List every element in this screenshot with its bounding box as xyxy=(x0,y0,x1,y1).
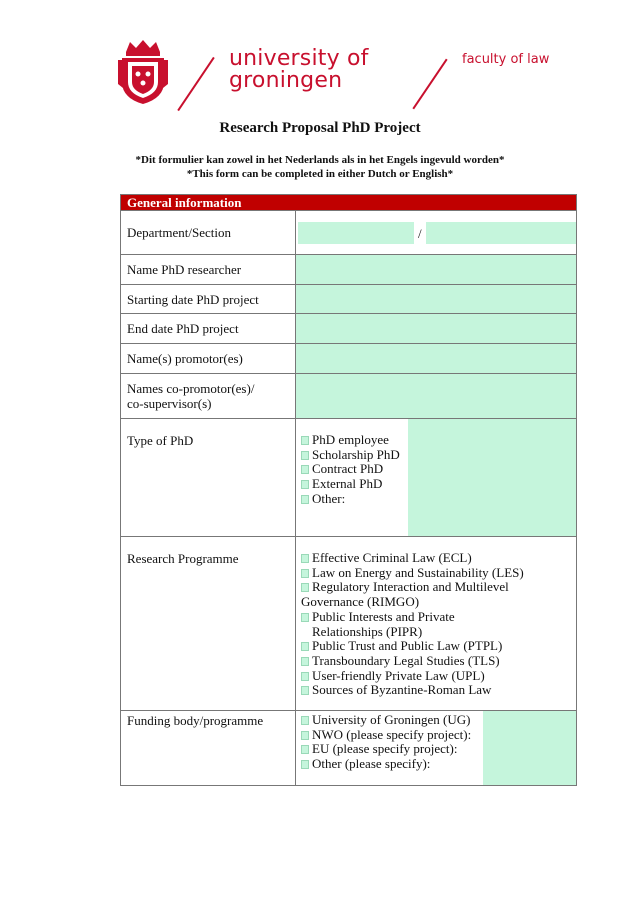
faculty-name: faculty of law xyxy=(462,52,550,67)
type-option[interactable]: Scholarship PhD xyxy=(301,448,400,463)
programme-option[interactable]: Public Trust and Public Law (PTPL) xyxy=(301,639,524,654)
checkbox[interactable] xyxy=(301,569,309,578)
checkbox[interactable] xyxy=(301,657,309,666)
checkbox[interactable] xyxy=(301,495,309,504)
type-label: Type of PhD xyxy=(127,433,194,448)
checkbox[interactable] xyxy=(301,451,309,460)
checkbox[interactable] xyxy=(301,480,309,489)
copromotors-input[interactable] xyxy=(296,374,576,418)
funding-option[interactable]: Other (please specify): xyxy=(301,757,471,772)
programme-option-continuation: Relationships (PIPR) xyxy=(312,623,423,639)
name-input[interactable] xyxy=(296,255,576,284)
checkbox[interactable] xyxy=(301,465,309,474)
section-header: General information xyxy=(121,195,576,210)
checkbox[interactable] xyxy=(301,554,309,563)
funding-specify-input[interactable] xyxy=(483,711,576,785)
university-name xyxy=(229,48,369,92)
type-option[interactable]: External PhD xyxy=(301,477,400,492)
funding-options-list xyxy=(301,713,471,772)
checkbox[interactable] xyxy=(301,731,309,740)
funding-option[interactable]: NWO (please specify project): xyxy=(301,728,471,743)
programme-option[interactable]: Effective Criminal Law (ECL) xyxy=(301,551,524,566)
programme-label: Research Programme xyxy=(127,551,239,566)
type-options-list xyxy=(301,433,400,507)
type-option[interactable]: PhD employee xyxy=(301,433,400,448)
programme-option[interactable]: Sources of Byzantine-Roman Law xyxy=(301,683,524,698)
programme-option[interactable]: User-friendly Private Law (UPL) xyxy=(301,669,524,684)
checkbox[interactable] xyxy=(301,716,309,725)
row-divider xyxy=(121,536,576,537)
programme-option[interactable]: Regulatory Interaction and Multilevel xyxy=(301,580,524,595)
checkbox[interactable] xyxy=(301,642,309,651)
language-note-dutch: *Dit formulier kan zowel in het Nederlands als in het Engels ingevuld worden* xyxy=(135,154,505,166)
promotors-input[interactable] xyxy=(296,344,576,373)
copromotors-label-line2: co-supervisor(s) xyxy=(127,396,212,411)
university-name-line1: university of xyxy=(229,46,369,71)
checkbox[interactable] xyxy=(301,583,309,592)
programme-option[interactable]: Law on Energy and Sustainability (LES) xyxy=(301,566,524,581)
type-other-input[interactable] xyxy=(408,419,576,536)
promotors-label: Name(s) promotor(es) xyxy=(127,351,243,366)
university-name-line2: groningen xyxy=(229,68,343,93)
funding-option[interactable]: EU (please specify project): xyxy=(301,742,471,757)
checkbox[interactable] xyxy=(301,672,309,681)
name-label: Name PhD researcher xyxy=(127,262,242,277)
checkbox[interactable] xyxy=(301,745,309,754)
end-date-input[interactable] xyxy=(296,314,576,343)
logo-divider-slash-2 xyxy=(412,59,447,110)
type-option[interactable]: Other: xyxy=(301,492,400,507)
page-title: Research Proposal PhD Project xyxy=(219,120,421,136)
type-option[interactable]: Contract PhD xyxy=(301,462,400,477)
start-date-label: Starting date PhD project xyxy=(127,292,259,307)
section-input[interactable] xyxy=(426,222,576,244)
department-separator: / xyxy=(418,226,422,241)
logo-divider-slash-1 xyxy=(177,57,214,111)
department-label: Department/Section xyxy=(127,225,231,240)
university-crest-logo xyxy=(118,38,168,106)
row-divider xyxy=(121,210,576,211)
funding-option[interactable]: University of Groningen (UG) xyxy=(301,713,471,728)
checkbox[interactable] xyxy=(301,686,309,695)
end-date-label: End date PhD project xyxy=(127,321,239,336)
programme-options-list xyxy=(301,551,524,698)
checkbox[interactable] xyxy=(301,760,309,769)
programme-option[interactable]: Transboundary Legal Studies (TLS) xyxy=(301,654,524,669)
checkbox[interactable] xyxy=(301,613,309,622)
funding-label: Funding body/programme xyxy=(127,713,264,728)
copromotors-label-line1: Names co-promotor(es)/ xyxy=(127,381,255,396)
copromotors-label xyxy=(127,381,254,411)
programme-option[interactable]: Public Interests and Private xyxy=(301,610,524,625)
programme-option-continuation: Governance (RIMGO) xyxy=(301,594,420,610)
department-input[interactable] xyxy=(298,222,414,244)
start-date-input[interactable] xyxy=(296,285,576,313)
language-note-english: *This form can be completed in either Dutch or English* xyxy=(186,168,454,180)
checkbox[interactable] xyxy=(301,436,309,445)
